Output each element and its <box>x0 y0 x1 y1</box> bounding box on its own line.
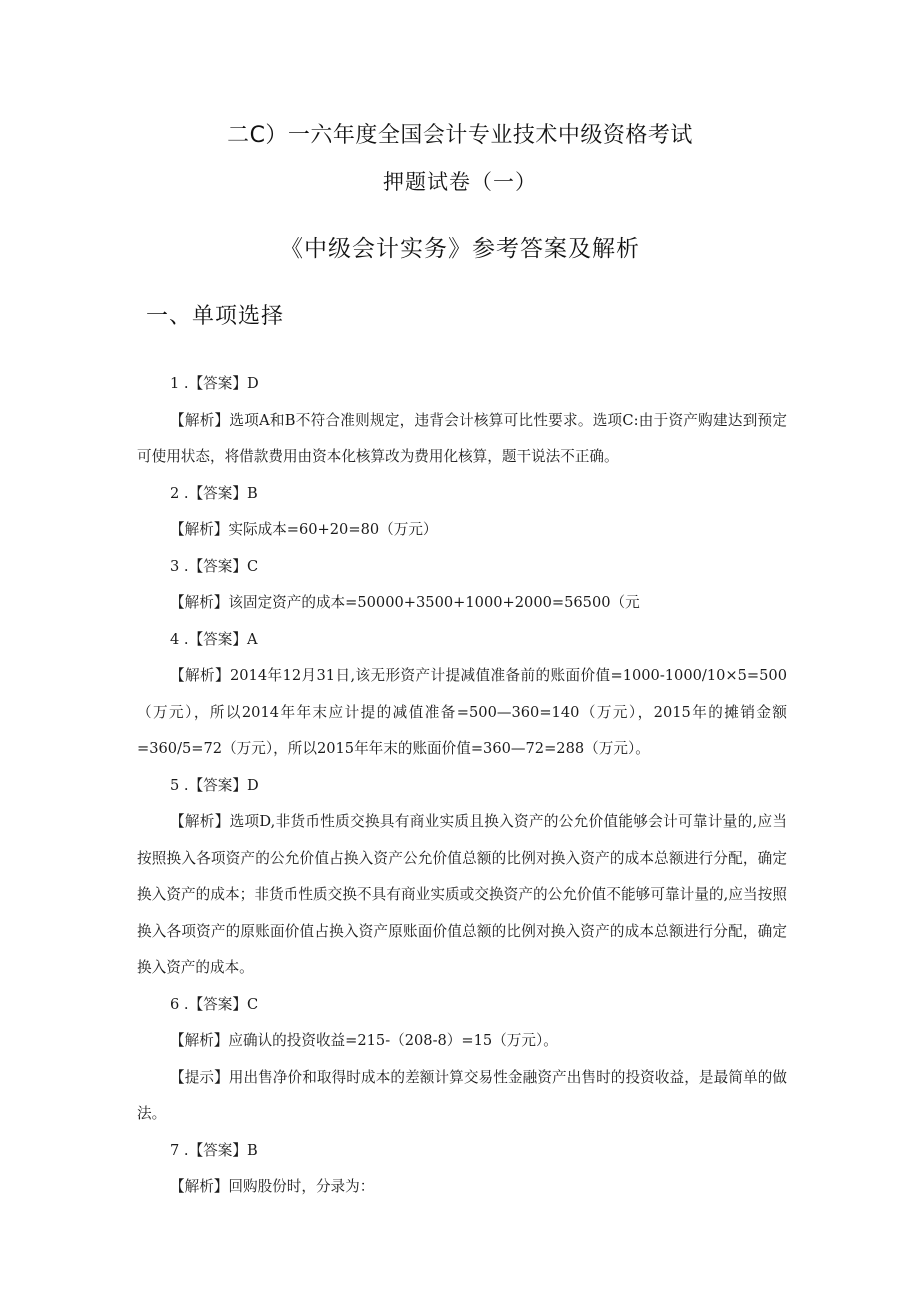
explanation: 【解析】实际成本=60+20=80（万元） <box>170 521 438 538</box>
answer-key-title: 《中级会计实务》参考答案及解析 <box>280 236 640 262</box>
answer-line: 2 .【答案】B <box>170 484 258 502</box>
section-heading: 一、单项选择 <box>146 304 285 329</box>
paper-subtitle: 押题试卷（一） <box>383 170 537 194</box>
answer-line: 7 .【答案】B <box>170 1141 258 1159</box>
explanation: 【解析】应确认的投资收益=215-（208-8）=15（万元）。 <box>170 1032 558 1049</box>
answer-list <box>137 366 787 1206</box>
explanation: 【解析】选项A和B不符合准则规定，违背会计核算可比性要求。选项C:由于资产购建达到预定可使用状态，将借款费用由资本化核算改为费用化核算，题干说法不正确。 <box>137 411 787 465</box>
tip-note: 【提示】用出售净价和取得时成本的差额计算交易性金融资产出售时的投资收益，是最简单的做法。 <box>137 1068 787 1122</box>
explanation: 【解析】2014年12月31日,该无形资产计提减值准备前的账面价值=1000-1000/10×5=500（万元），所以2014年年末应计提的减值准备=500—360=140（万元），2015年的摊销金额=360/5=72（万元），所以2015年年末的账面价值=360—72=288（万元）。 <box>137 667 787 757</box>
explanation: 【解析】该固定资产的成本=50000+3500+1000+2000=56500（元 <box>170 594 640 611</box>
answer-line: 4 .【答案】A <box>170 630 258 648</box>
exam-title: 二C）一六年度全国会计专业技术中级资格考试 <box>227 123 693 148</box>
explanation: 【解析】选项D,非货币性质交换具有商业实质且换入资产的公允价值能够会计可靠计量的,应当按照换入各项资产的公允价值占换入资产公允价值总额的比例对换入资产的成本总额进行分配，确定换入资产的成本；非货币性质交换不具有商业实质或交换资产的公允价值不能够可靠计量的,应当按照换入各项资产的原账面价值占换入资产原账面价值总额的比例对换入资产的成本总额进行分配，确定换入资产的成本。 <box>137 813 787 976</box>
answer-line: 6 .【答案】C <box>170 995 259 1013</box>
answer-line: 5 .【答案】D <box>170 776 259 794</box>
explanation: 【解析】回购股份时，分录为： <box>170 1178 375 1195</box>
answer-line: 1 .【答案】D <box>170 375 259 392</box>
answer-line: 3 .【答案】C <box>170 557 259 575</box>
